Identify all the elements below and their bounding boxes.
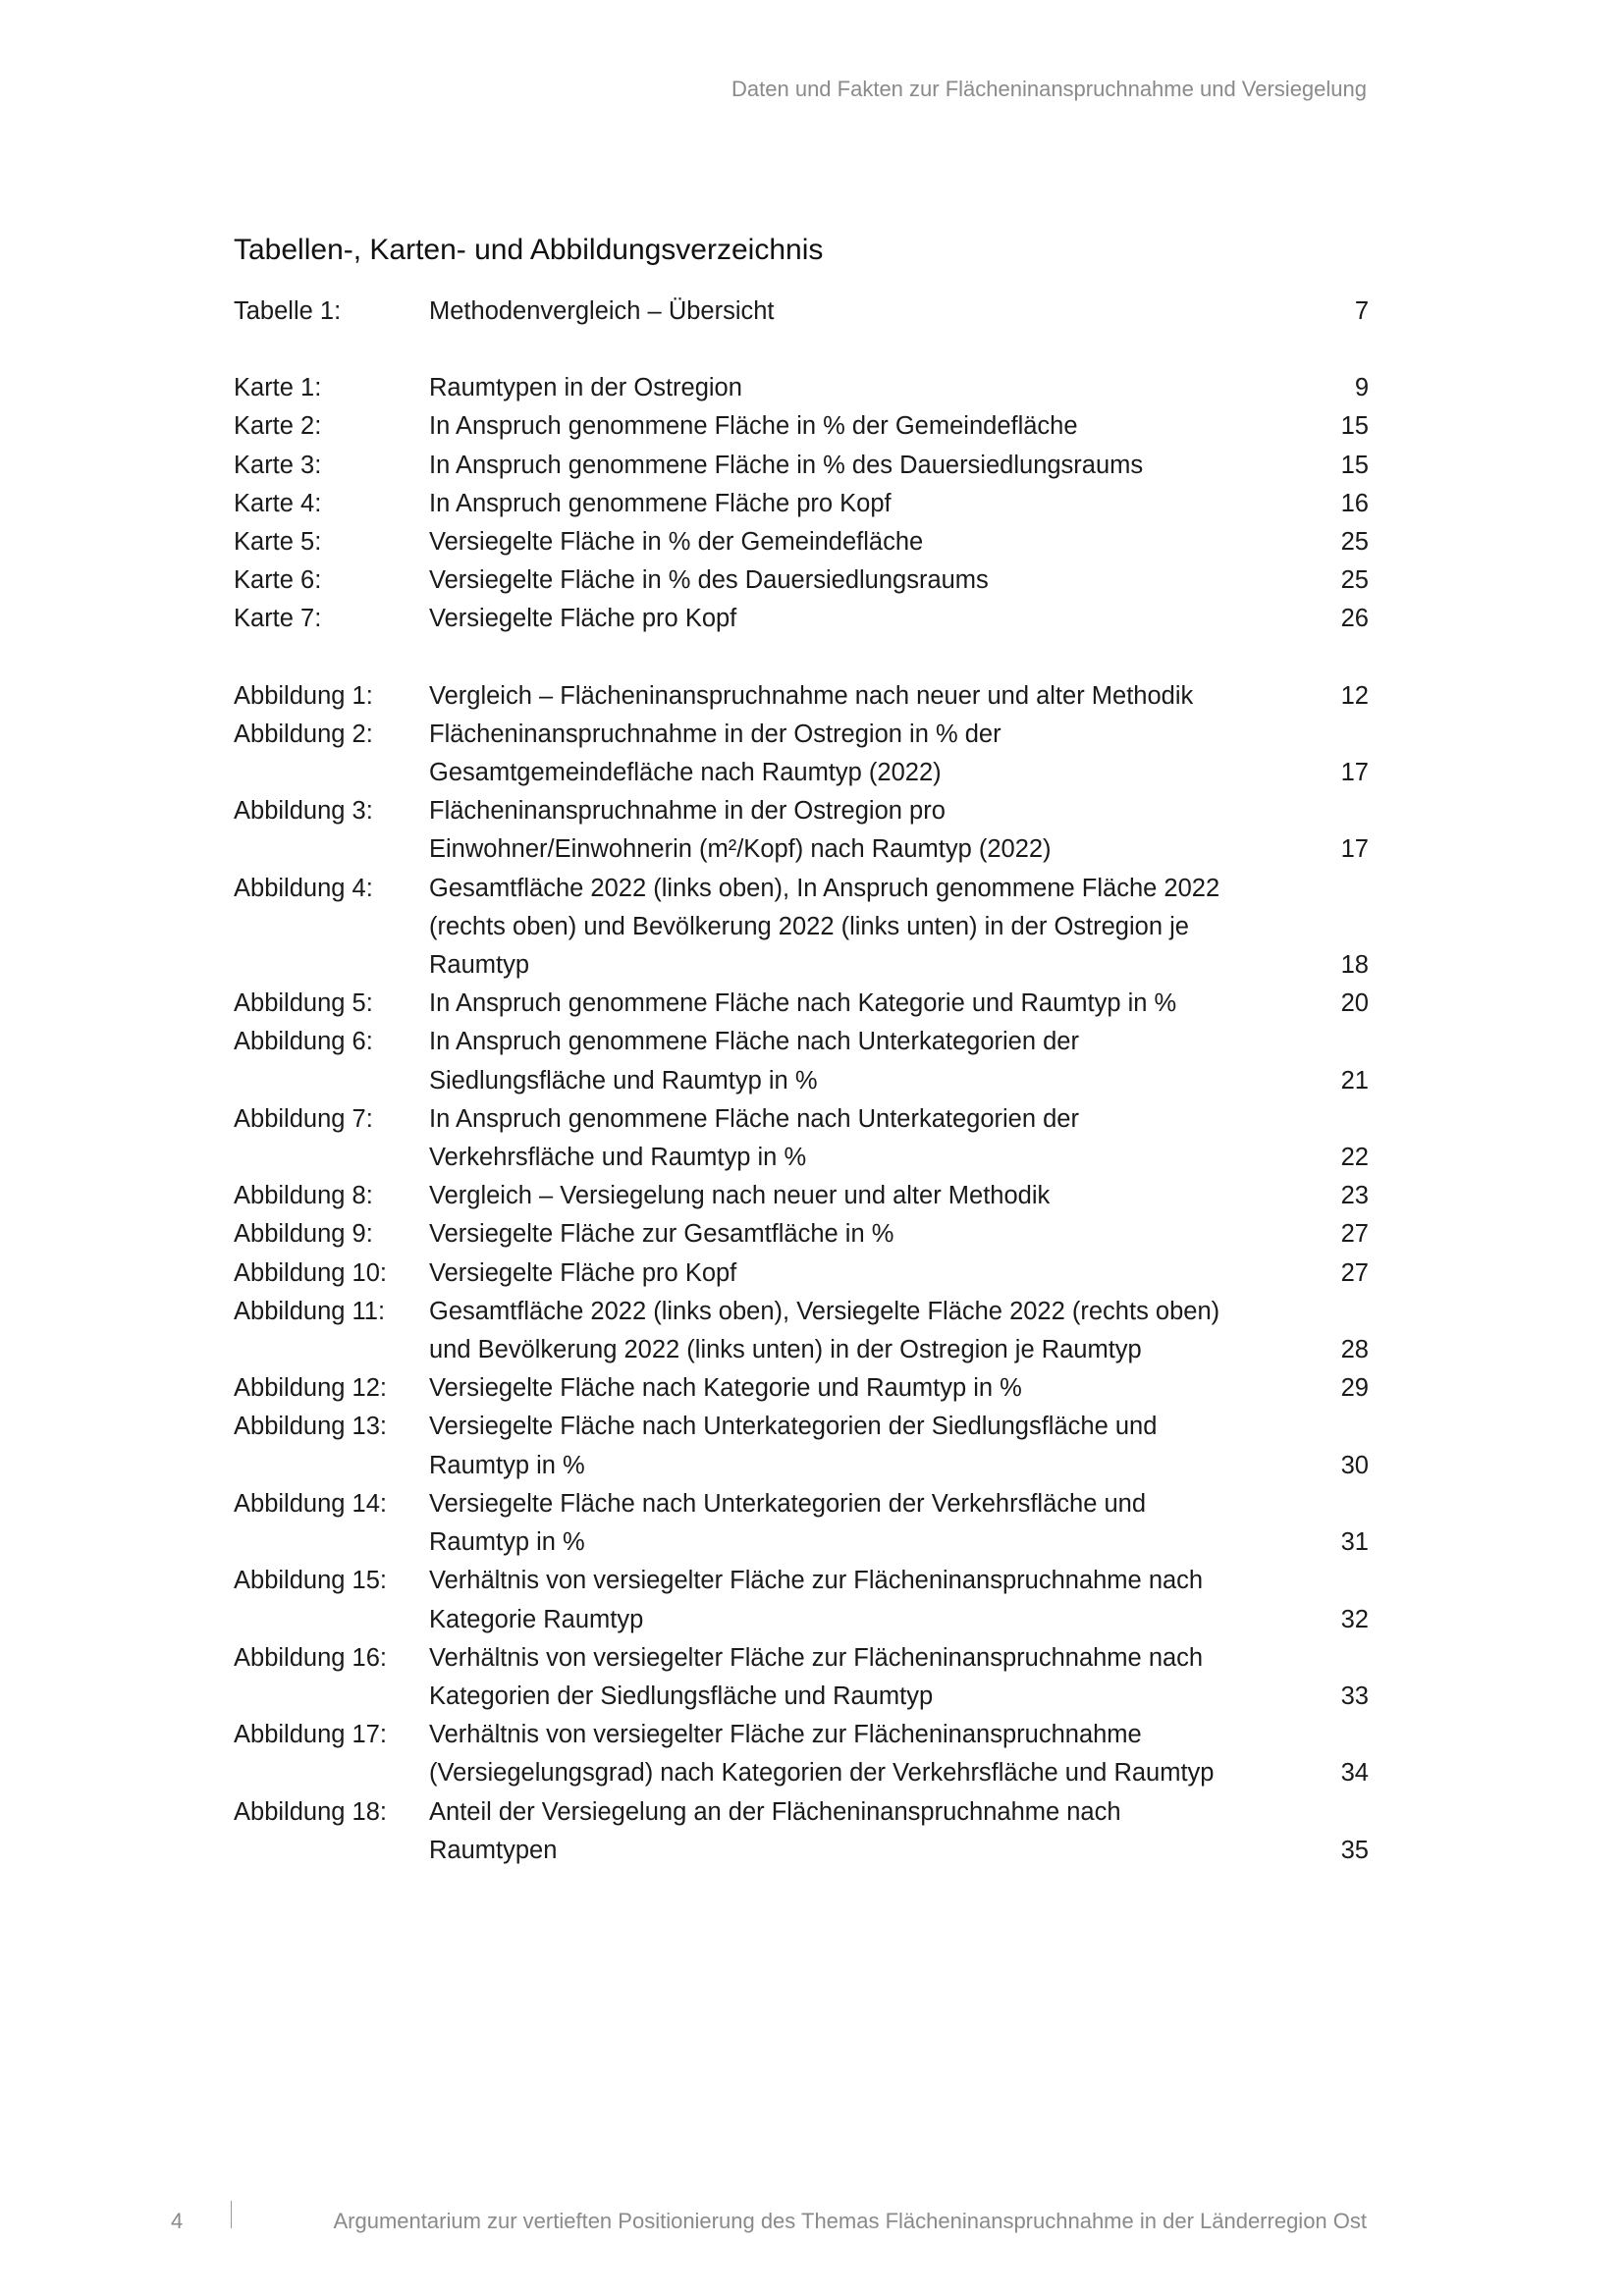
toc-entry-title-line: In Anspruch genommene Fläche nach Unterkategorien der [429,1104,1079,1133]
toc-entry-title-line: Vergleich – Versiegelung nach neuer und alter Methodik [429,1182,1051,1210]
toc-entry[interactable] [234,870,1369,986]
toc-entry-title-line: Versiegelte Fläche zur Gesamtfläche in % [429,1220,894,1249]
toc-entry-title-line: In Anspruch genommene Fläche in % des Dauersiedlungsraums [429,451,1144,479]
toc-entry-label: Abbildung 15: [234,1567,387,1595]
toc-entry-title-line: Raumtyp [429,951,530,980]
toc-entry-title-line: und Bevölkerung 2022 (links unten) in der Ostregion je Raumtyp [429,1336,1142,1364]
toc-entry-title-line: Verhältnis von versiegelter Fläche zur Flächeninanspruchnahme [429,1721,1142,1749]
toc-entry[interactable] [234,985,1369,1023]
toc-entry-label: Abbildung 5: [234,989,373,1018]
toc-entry-title [429,677,1290,716]
toc-entry-title [429,716,1290,792]
toc-entry-label: Abbildung 10: [234,1258,387,1287]
toc-entry-title-line: In Anspruch genommene Fläche pro Kopf [429,489,892,517]
toc-entry-title-line: Vergleich – Flächeninanspruchnahme nach neuer und alter Methodik [429,681,1194,710]
toc-entry[interactable] [234,523,1369,561]
toc-entry-label: Abbildung 4: [234,874,373,902]
toc-entry-title-line: Kategorien der Siedlungsfläche und Raumtyp [429,1682,934,1710]
toc-entry-page: 17 [1340,835,1369,864]
toc-entry[interactable] [234,1485,1369,1562]
toc-entry-title-line: Anteil der Versiegelung an der Flächeninanspruchnahme nach [429,1797,1121,1826]
toc-entry-title-line: Versiegelte Fläche in % der Gemeindefläche [429,528,924,557]
toc-entry-title [429,600,1290,638]
toc-entry-label: Abbildung 9: [234,1220,373,1249]
toc-entry-page: 21 [1340,1066,1369,1095]
toc-entry[interactable] [234,1177,1369,1215]
toc-entry-title-line: Einwohner/Einwohnerin (m²/Kopf) nach Raumtyp (2022) [429,835,1052,864]
toc-entry[interactable] [234,447,1369,485]
toc-entry-title-line: (rechts oben) und Bevölkerung 2022 (links unten) in der Ostregion je [429,912,1189,940]
toc-entry-label: Abbildung 2: [234,720,373,748]
toc-entry-title [429,485,1290,523]
toc-entry-label: Abbildung 11: [234,1297,386,1325]
toc-entry-title [429,985,1290,1023]
toc-entry-page: 20 [1340,989,1369,1018]
toc-entry-title [429,561,1290,600]
toc-entry-page: 27 [1340,1220,1369,1249]
toc-title: Tabellen-, Karten- und Abbildungsverzeichnis [234,234,824,266]
toc-entry[interactable] [234,407,1369,446]
toc-entry-title [429,1408,1290,1484]
toc [234,234,1369,1908]
toc-entry-title-line: Gesamtgemeindefläche nach Raumtyp (2022) [429,759,942,787]
toc-entry[interactable] [234,600,1369,638]
toc-entry-title [429,447,1290,485]
toc-entry-title-line: Gesamtfläche 2022 (links oben), Versiegelte Fläche 2022 (rechts oben) [429,1297,1220,1325]
toc-entry-page: 12 [1340,681,1369,710]
toc-entry[interactable] [234,1793,1369,1870]
toc-entry-title-line: Siedlungsfläche und Raumtyp in % [429,1066,818,1095]
toc-entry-title-line: Versiegelte Fläche nach Unterkategorien der Verkehrsfläche und [429,1489,1147,1518]
toc-entry-title [429,1215,1290,1254]
toc-entry[interactable] [234,1023,1369,1099]
toc-entry[interactable] [234,1215,1369,1254]
toc-entry-title-line: Flächeninanspruchnahme in der Ostregion pro [429,797,946,826]
toc-entry-page: 22 [1340,1144,1369,1172]
toc-entry-title [429,1562,1290,1638]
toc-entry-title [429,1369,1290,1408]
toc-entry-label: Abbildung 7: [234,1104,373,1133]
toc-entry[interactable] [234,677,1369,716]
toc-entry-title-line: In Anspruch genommene Fläche nach Kategorie und Raumtyp in % [429,989,1177,1018]
toc-entry[interactable] [234,485,1369,523]
toc-entry-page: 32 [1340,1605,1369,1633]
toc-entry-label: Karte 3: [234,451,322,479]
toc-entry-label: Karte 4: [234,489,322,517]
toc-entry-page: 15 [1340,412,1369,441]
toc-entry-title [429,293,1290,331]
page-number: 4 [171,2209,184,2233]
toc-entry-label: Abbildung 13: [234,1413,387,1441]
toc-entry-title-line: Versiegelte Fläche in % des Dauersiedlungsraums [429,566,989,595]
toc-entry[interactable] [234,1293,1369,1369]
toc-entry-title-line: Raumtypen in der Ostregion [429,374,742,402]
toc-entry-title [429,1255,1290,1293]
toc-entry-title [429,1639,1290,1716]
toc-entry-page: 33 [1340,1682,1369,1710]
toc-entry-page: 29 [1340,1374,1369,1403]
toc-entry-title-line: Verhältnis von versiegelter Fläche zur Flächeninanspruchnahme nach [429,1567,1204,1595]
toc-entry[interactable] [234,1716,1369,1792]
toc-entry-label: Abbildung 14: [234,1489,387,1518]
footer-text: Argumentarium zur vertieften Positionierung des Themas Flächeninanspruchnahme in der Länderregion Ost [333,2209,1367,2233]
toc-entry[interactable] [234,561,1369,600]
toc-entry[interactable] [234,1369,1369,1408]
toc-entry-label: Karte 5: [234,528,322,557]
toc-entry-label: Abbildung 6: [234,1028,373,1056]
toc-entry[interactable] [234,369,1369,407]
toc-entry-page: 35 [1340,1836,1369,1864]
toc-entry-label: Abbildung 8: [234,1182,373,1210]
toc-entry[interactable] [234,1408,1369,1484]
toc-entry-page: 34 [1340,1759,1369,1788]
toc-entry-label: Karte 1: [234,374,322,402]
toc-entry-title-line: Raumtypen [429,1836,558,1864]
toc-entry-title [429,369,1290,407]
running-header: Daten und Fakten zur Flächeninanspruchnahme und Versiegelung [731,77,1367,101]
toc-entry[interactable] [234,792,1369,869]
toc-entry-title [429,407,1290,446]
toc-entry-page: 25 [1340,528,1369,557]
toc-section [234,369,1369,638]
toc-entry-label: Abbildung 17: [234,1721,387,1749]
toc-section [234,677,1369,1870]
toc-entry-title-line: Versiegelte Fläche nach Kategorie und Raumtyp in % [429,1374,1022,1403]
toc-entry-title-line: Raumtyp in % [429,1528,585,1557]
toc-entry-page: 25 [1340,566,1369,595]
toc-entry-label: Abbildung 1: [234,681,373,710]
toc-entry-page: 16 [1340,489,1369,517]
toc-entry-title-line: Versiegelte Fläche pro Kopf [429,605,737,633]
footer-divider [231,2201,232,2228]
toc-entry-title-line: Flächeninanspruchnahme in der Ostregion in % der [429,720,1001,748]
toc-entry-label: Karte 7: [234,605,322,633]
toc-entry-page: 9 [1354,374,1369,402]
toc-entry[interactable] [234,716,1369,792]
toc-entry-title [429,870,1290,986]
toc-entry-title [429,1716,1290,1792]
toc-entry-title-line: Kategorie Raumtyp [429,1605,644,1633]
toc-entry-label: Karte 6: [234,566,322,595]
toc-entry-title-line: Gesamtfläche 2022 (links oben), In Anspruch genommene Fläche 2022 [429,874,1220,902]
toc-entry[interactable] [234,293,1369,331]
toc-entry-title [429,1793,1290,1870]
toc-entry-page: 27 [1340,1258,1369,1287]
toc-entry-title-line: Verkehrsfläche und Raumtyp in % [429,1144,807,1172]
toc-entry-label: Abbildung 16: [234,1643,387,1672]
toc-section [234,293,1369,331]
toc-sections [234,293,1369,1870]
toc-entry-title [429,1023,1290,1099]
footer [0,2209,1624,2248]
toc-entry-label: Abbildung 12: [234,1374,387,1403]
toc-entry[interactable] [234,1639,1369,1716]
toc-entry-title-line: Methodenvergleich – Übersicht [429,297,775,325]
toc-entry[interactable] [234,1562,1369,1638]
toc-entry-title-line: Versiegelte Fläche nach Unterkategorien der Siedlungsfläche und [429,1413,1158,1441]
toc-entry-page: 7 [1354,297,1369,325]
toc-entry-label: Karte 2: [234,412,322,441]
toc-entry-label: Abbildung 3: [234,797,373,826]
toc-entry-title [429,1485,1290,1562]
toc-entry-title-line: Verhältnis von versiegelter Fläche zur Flächeninanspruchnahme nach [429,1643,1204,1672]
toc-entry-page: 26 [1340,605,1369,633]
toc-entry-label: Abbildung 18: [234,1797,387,1826]
toc-entry-page: 15 [1340,451,1369,479]
toc-entry-title [429,792,1290,869]
toc-entry-page: 17 [1340,759,1369,787]
toc-entry-title-line: In Anspruch genommene Fläche in % der Gemeindefläche [429,412,1078,441]
toc-entry-title-line: Versiegelte Fläche pro Kopf [429,1258,737,1287]
toc-entry-title [429,1177,1290,1215]
toc-entry-title [429,523,1290,561]
toc-entry-title-line: In Anspruch genommene Fläche nach Unterkategorien der [429,1028,1079,1056]
toc-entry-label: Tabelle 1: [234,297,342,325]
toc-entry-page: 30 [1340,1451,1369,1479]
toc-entry-page: 28 [1340,1336,1369,1364]
toc-entry-page: 31 [1340,1528,1369,1557]
toc-entry-title-line: Raumtyp in % [429,1451,585,1479]
toc-entry[interactable] [234,1255,1369,1293]
toc-entry[interactable] [234,1100,1369,1177]
toc-entry-title [429,1293,1290,1369]
toc-entry-title-line: (Versiegelungsgrad) nach Kategorien der Verkehrsfläche und Raumtyp [429,1759,1215,1788]
toc-entry-page: 23 [1340,1182,1369,1210]
toc-entry-title [429,1100,1290,1177]
toc-entry-page: 18 [1340,951,1369,980]
